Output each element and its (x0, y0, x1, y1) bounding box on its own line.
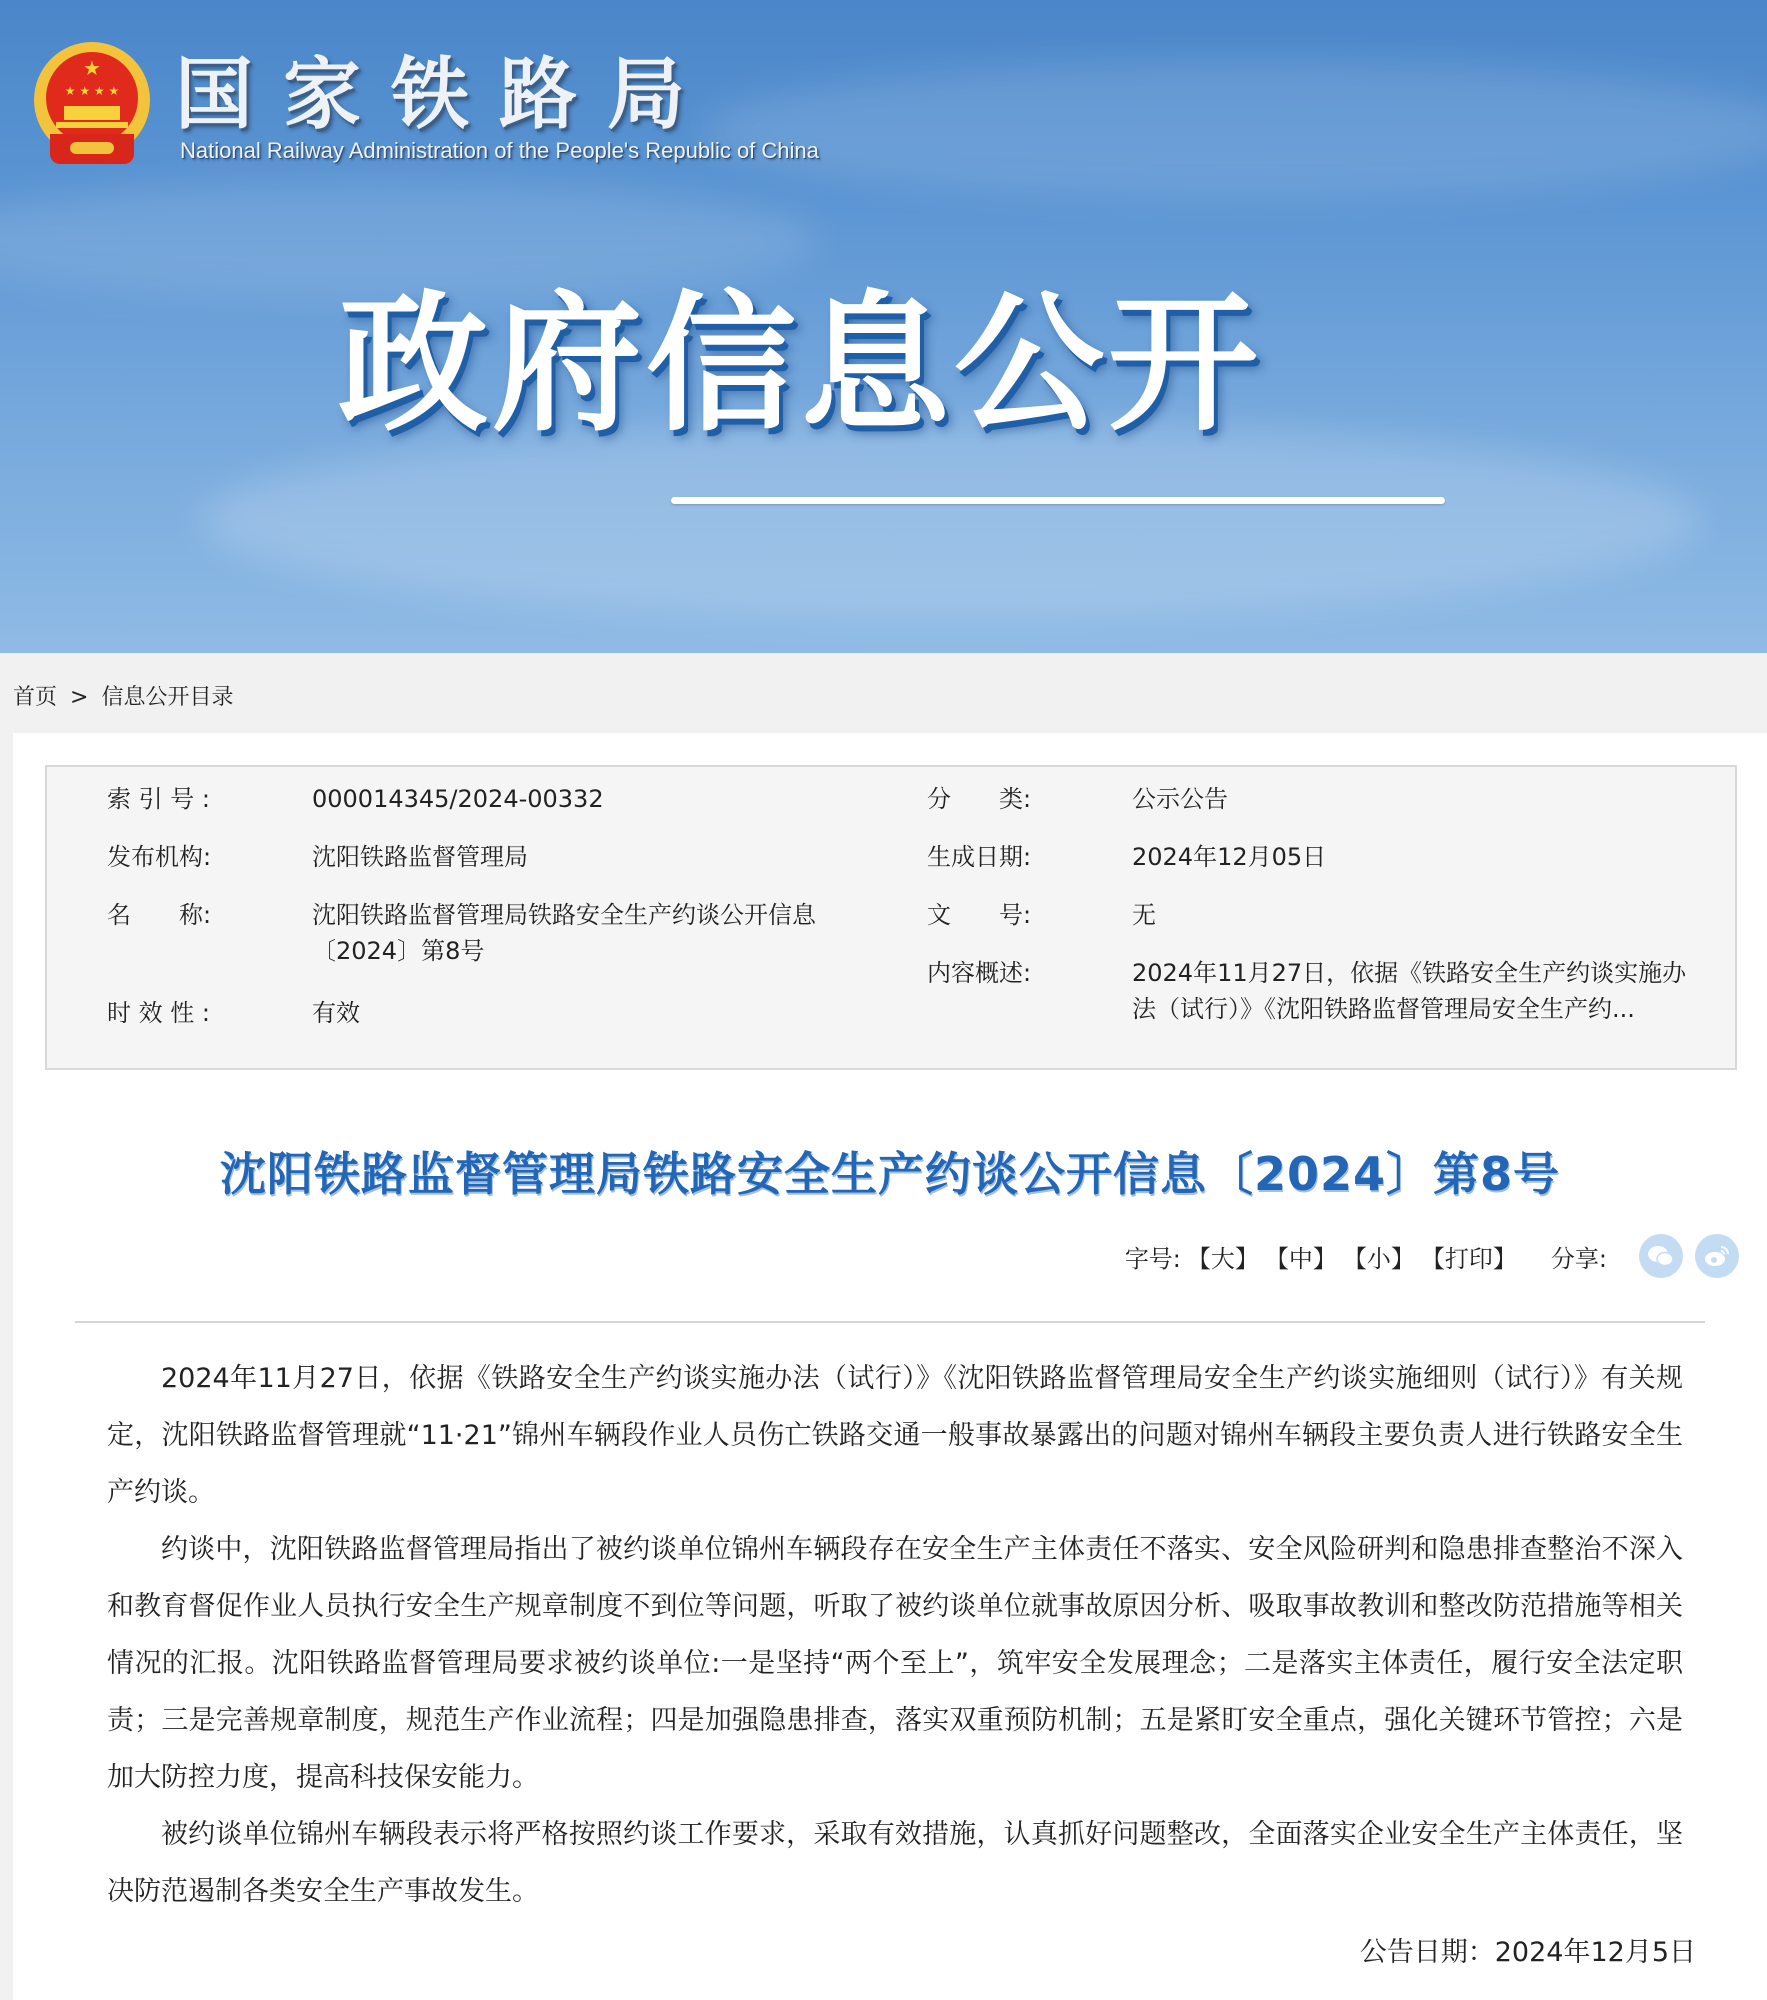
header-banner (0, 0, 1767, 653)
meta-label-validity: 时 效 性 : (107, 999, 210, 1027)
font-small-button[interactable]: 【小】 (1342, 1244, 1415, 1273)
print-button[interactable]: 【打印】 (1420, 1244, 1517, 1273)
font-size-label: 字号: (1124, 1244, 1181, 1273)
meta-label-doc-number: 文 号: (927, 901, 1032, 929)
org-name-en: National Railway Administration of the People's Republic of China (180, 138, 819, 163)
breadcrumb-info-catalog[interactable]: 信息公开目录 (101, 685, 234, 710)
meta-label-name: 名 称: (107, 901, 212, 929)
article-paragraph: 被约谈单位锦州车辆段表示将严格按照约谈工作要求，采取有效措施，认真抓好问题整改，全面落实企业安全生产主体责任，坚决防范遏制各类安全生产事故发生。 (107, 1819, 1683, 1907)
article-paragraph: 约谈中，沈阳铁路监督管理局指出了被约谈单位锦州车辆段存在安全生产主体责任不落实、安全风险研判和隐患排查整治不深入和教育督促作业人员执行安全生产规章制度不到位等问题，听取了被约谈单位就事故原因分析、吸取事故教训和整改防范措施等相关情况的汇报。沈阳铁路监督管理局要求被约谈单位:一是坚持“两个至上”，筑牢安全发展理念；二是落实主体责任，履行安全法定职责；三是完善规章制度，规范生产作业流程；四是加强隐患排查，落实双重预防机制；五是紧盯安全重点，强化关键环节管控；六是加大防控力度，提高科技保安能力。 (107, 1534, 1683, 1793)
meta-label-date: 生成日期: (927, 843, 1032, 871)
breadcrumb-separator: > (70, 685, 89, 710)
meta-value-validity: 有效 (312, 999, 360, 1027)
article-toolbar (1125, 1233, 1739, 1279)
share-label: 分享: (1550, 1244, 1607, 1273)
org-name-cn: 国家铁路局 (175, 50, 716, 140)
article-paragraph: 2024年11月27日，依据《铁路安全生产约谈实施办法（试行）》《沈阳铁路监督管理局安全生产约谈实施细则（试行）》有关规定，沈阳铁路监督管理就“11·21”锦州车辆段作业人员伤亡铁路交通一般事故暴露出的问题对锦州车辆段主要负责人进行铁路安全生产约谈。 (107, 1363, 1683, 1508)
meta-value-publisher: 沈阳铁路监督管理局 (312, 843, 528, 871)
font-medium-button[interactable]: 【中】 (1264, 1244, 1337, 1273)
meta-value-doc-number: 无 (1132, 901, 1156, 929)
meta-label-index: 索 引 号 : (107, 785, 210, 813)
meta-value-category: 公示公告 (1132, 785, 1228, 813)
meta-label-publisher: 发布机构: (107, 843, 212, 871)
font-large-button[interactable]: 【大】 (1186, 1244, 1259, 1273)
wechat-icon[interactable] (1639, 1234, 1683, 1278)
meta-label-category: 分 类: (927, 785, 1032, 813)
metadata-table (45, 765, 1737, 1070)
meta-value-index: 000014345/2024-00332 (312, 785, 604, 813)
announcement-date: 公告日期：2024年12月5日 (1359, 1937, 1696, 1968)
meta-value-date: 2024年12月05日 (1132, 843, 1327, 871)
breadcrumb-home[interactable]: 首页 (13, 685, 58, 710)
cloud-decoration (700, 60, 1767, 200)
article-body (107, 1350, 1683, 1920)
breadcrumb (13, 680, 233, 711)
section-title: 政府信息公开 (338, 278, 1263, 452)
national-emblem-icon: ★ ★ ★ ★ ★ (34, 42, 150, 164)
meta-label-summary: 内容概述: (927, 959, 1032, 987)
weibo-icon[interactable] (1695, 1234, 1739, 1278)
title-underline (671, 497, 1445, 504)
article-title: 沈阳铁路监督管理局铁路安全生产约谈公开信息〔2024〕第8号 (219, 1147, 1561, 1201)
divider (75, 1321, 1705, 1323)
meta-value-name: 沈阳铁路监督管理局铁路安全生产约谈公开信息〔2024〕第8号 (312, 901, 816, 965)
content-panel (13, 733, 1767, 2000)
meta-value-summary: 2024年11月27日，依据《铁路安全生产约谈实施办法（试行）》《沈阳铁路监督管理局安全生产约... (1132, 959, 1687, 1023)
